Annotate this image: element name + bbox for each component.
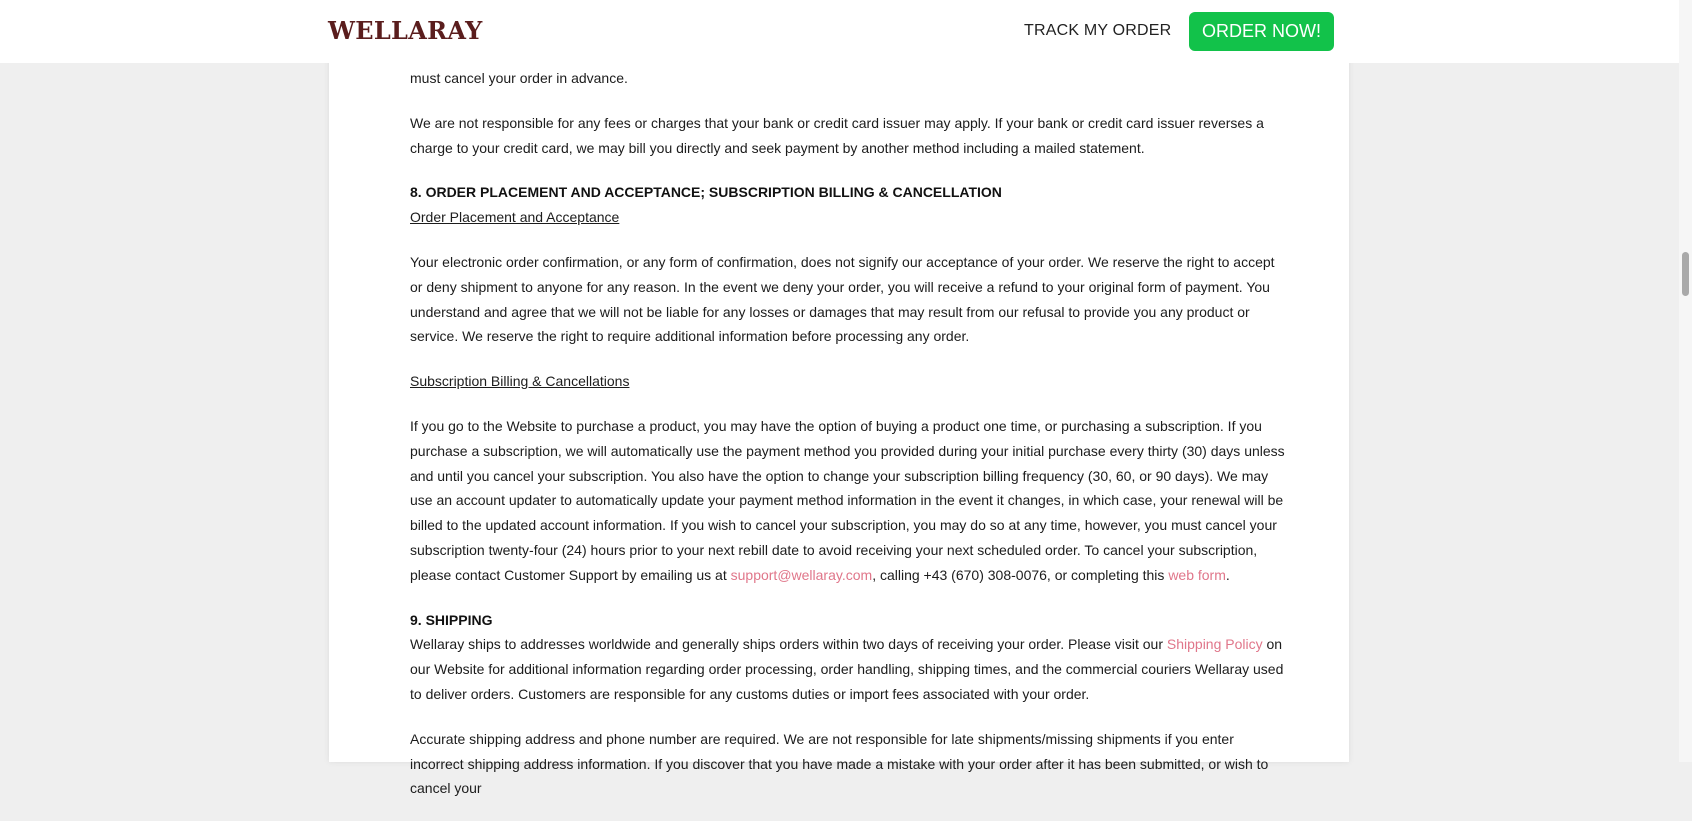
- terms-text: [410, 66, 1290, 821]
- scrollbar-thumb[interactable]: [1682, 252, 1689, 296]
- paragraph-order-placement: Your electronic order confirmation, or any form of confirmation, does not signify our acceptance of your order. We reserve the right to accept or deny shipment to anyone for any reason. In the event we deny your order, you will receive a refund to your original form of payment. You understand and agree that we will not be liable for any losses or damages that may result from our refusal to provide you any product or service. We reserve the right to require additional information before processing any order.: [410, 253, 1275, 345]
- paragraph-shipping: [410, 632, 1290, 706]
- shipping-text-part-1: Wellaray ships to addresses worldwide and generally ships orders within two days of receiving your order. Please visit our: [410, 636, 1167, 653]
- shipping-text-part-2: on our Website for additional information regarding order processing, order handling, shipping times, and the commercial couriers Wellaray used to deliver orders. Customers are responsible for any customs duties or import fees associated with your order.: [410, 636, 1284, 702]
- site-header: [0, 0, 1679, 63]
- subscription-text-part-2: , calling +43 (670) 308-0076, or completing this: [872, 566, 1169, 583]
- support-email-link[interactable]: support@wellaray.com: [730, 566, 873, 583]
- paragraph-cancel-advance: must cancel your order in advance.: [410, 70, 628, 86]
- web-form-link[interactable]: web form: [1168, 566, 1226, 583]
- subscription-text-part-1: If you go to the Website to purchase a product, you may have the option of buying a product one time, or purchasing a subscription. If you purchase a subscription, we will automatically use the payment method you provided during your initial purchase every thirty (30) days unless and until you cancel your subscription. You also have the option to change your subscription billing frequency (30, 60, or 90 days). We may use an account updater to automatically update your payment method information in the event it changes, in which case, your renewal will be billed to the updated account information. If you wish to cancel your subscription, you may do so at any time, however, you must cancel your subscription twenty-four (24) hours prior to your next rebill date to avoid receiving your next scheduled order. To cancel your subscription, please contact Customer Support by emailing us at: [410, 417, 1285, 583]
- terms-content-panel: [329, 0, 1349, 797]
- wellaray-logo[interactable]: WELLARAY: [328, 16, 483, 45]
- paragraph-shipping-address: Accurate shipping address and phone number are required. We are not responsible for late shipments/missing shipments if you enter incorrect shipping address information. If you discover that you have made a mistake with your order after it has been submitted, or wish to cancel your: [410, 730, 1269, 797]
- subheading-subscription-billing: Subscription Billing & Cancellations: [410, 373, 630, 390]
- subscription-text-part-3: .: [1225, 566, 1230, 583]
- shipping-policy-link[interactable]: Shipping Policy: [1166, 636, 1263, 653]
- order-now-button[interactable]: ORDER NOW!: [1189, 12, 1334, 51]
- track-my-order-link[interactable]: TRACK MY ORDER: [1024, 22, 1172, 39]
- paragraph-subscription-billing: [410, 414, 1290, 588]
- page-scrollbar[interactable]: [1679, 0, 1692, 762]
- paragraph-bank-fees: We are not responsible for any fees or charges that your bank or credit card issuer may apply. If your bank or credit card issuer reverses a charge to your credit card, we may bill you directly and seek payment by another method including a mailed statement.: [410, 114, 1264, 156]
- section-8-heading: 8. ORDER PLACEMENT AND ACCEPTANCE; SUBSCRIPTION BILLING & CANCELLATION: [410, 184, 1002, 201]
- subheading-order-placement: Order Placement and Acceptance: [410, 209, 620, 226]
- section-9-heading: 9. SHIPPING: [410, 611, 493, 628]
